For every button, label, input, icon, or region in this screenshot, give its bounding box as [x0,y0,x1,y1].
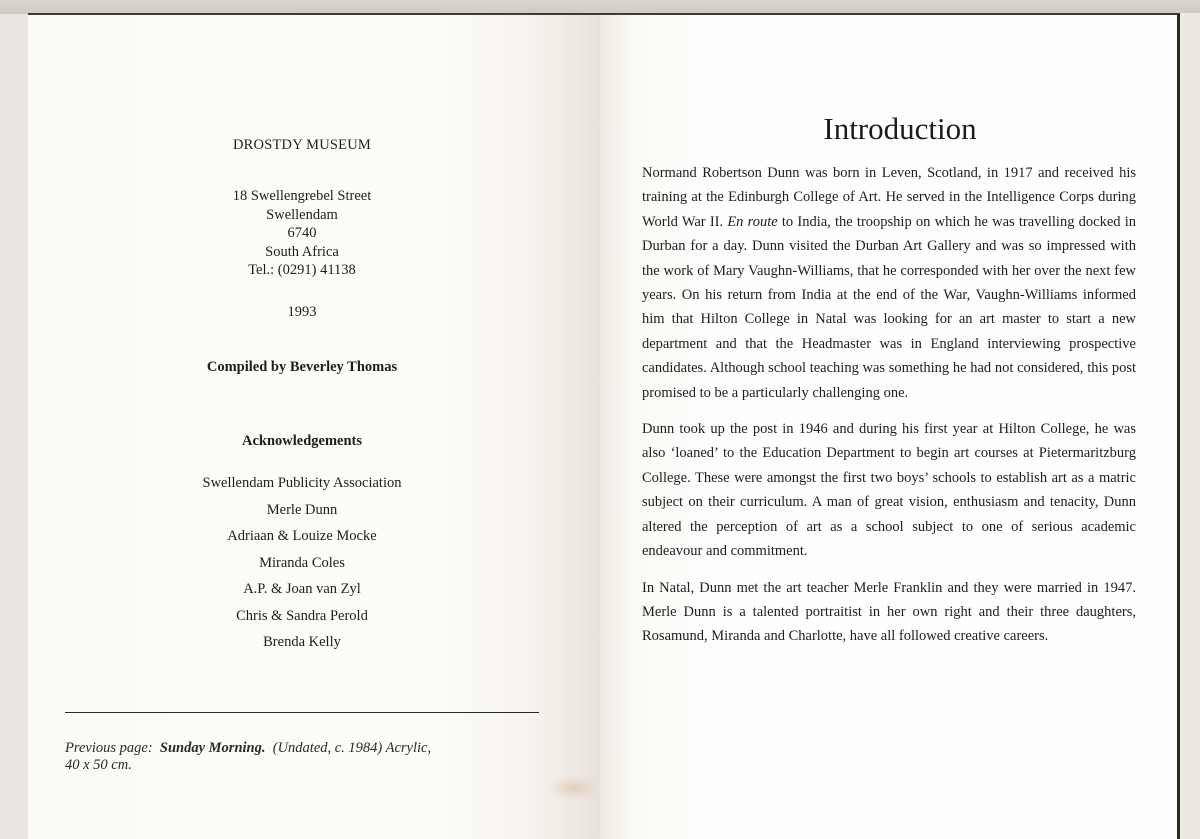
paragraph [642,161,1136,405]
paper-stain [548,775,598,801]
address-telephone: Tel.: (0291) 41138 [248,262,356,278]
address-street: 18 Swellengrebel Street [232,188,372,204]
paragraph: In Natal, Dunn met the art teacher Merle Franklin and they were married in 1947. Merle Dunn is a talented portraitist in her own right and their three daughters, Rosamund, Miranda and Charlotte, have all followed creative careers. [642,579,1136,645]
caption-details: (Undated, c. 1984) Acrylic, [272,740,432,756]
paragraph-text: to India, the troopship on which he was travelling docked in Durban for a day. Dunn visited the Durban Art Gallery and was so impressed with the work of Mary Vaughn-Williams, that he corresponded with her over the next few years. On his return from India at the end of the War, Vaughn-Williams informed him that Hilton College in Natal was looking for an art master to start a new department and that the Headmaster was in England interviewing prospective candidates. Although school teaching was something he had not considered, this post promised to be a particularly challenging one. [642,213,1137,401]
right-page [600,13,1180,839]
paragraph-text: Normand Robertson Dunn was born in Leven, Scotland, in 1917 and received his training at the Edinburgh College of Art. He served in the Intelligence Corps during World War II. [642,165,1136,230]
museum-address [28,187,576,280]
left-page [28,13,600,839]
acknowledgement-item: Miranda Coles [259,554,345,571]
acknowledgement-item: Swellendam Publicity Association [202,475,402,491]
address-country: South Africa [265,243,339,260]
acknowledgement-item: Merle Dunn [266,501,338,518]
acknowledgement-item: A.P. & Joan van Zyl [243,581,361,597]
acknowledgement-item: Brenda Kelly [263,634,341,650]
acknowledgements-list [28,470,576,656]
caption-artwork-title: Sunday Morning. [159,740,266,756]
paragraph-emphasis: En route [727,213,778,230]
scan-background-top [0,0,1200,14]
acknowledgement-item: Chris & Sandra Perold [236,607,368,624]
acknowledgement-item: Adriaan & Louize Mocke [227,528,377,544]
acknowledgements-heading: Acknowledgements [241,433,363,449]
page-title: Introduction [823,111,977,146]
publication-year: 1993 [287,304,317,320]
horizontal-rule [65,712,539,713]
caption-dimensions: 40 x 50 cm. [65,757,132,773]
museum-name: DROSTDY MUSEUM [232,137,371,153]
address-town: Swellendam [266,206,338,223]
address-postal-code: 6740 [287,225,317,241]
book-spread [28,13,1180,839]
artwork-caption [65,740,535,774]
introduction-body [642,161,1136,661]
paragraph: Dunn took up the post in 1946 and during his first year at Hilton College, he was also ‘loaned’ to the Education Department to begin art courses at Pietermaritzburg College. These were amongst the first two boys’ schools to establish art as a matric subject on their curriculum. A man of great vision, enthusiasm and tenacity, Dunn altered the perception of art as a school subject to one of serious academic endeavour and commitment. [642,421,1136,560]
caption-prefix: Previous page: [65,740,153,756]
compiled-by: Compiled by Beverley Thomas [206,359,398,375]
